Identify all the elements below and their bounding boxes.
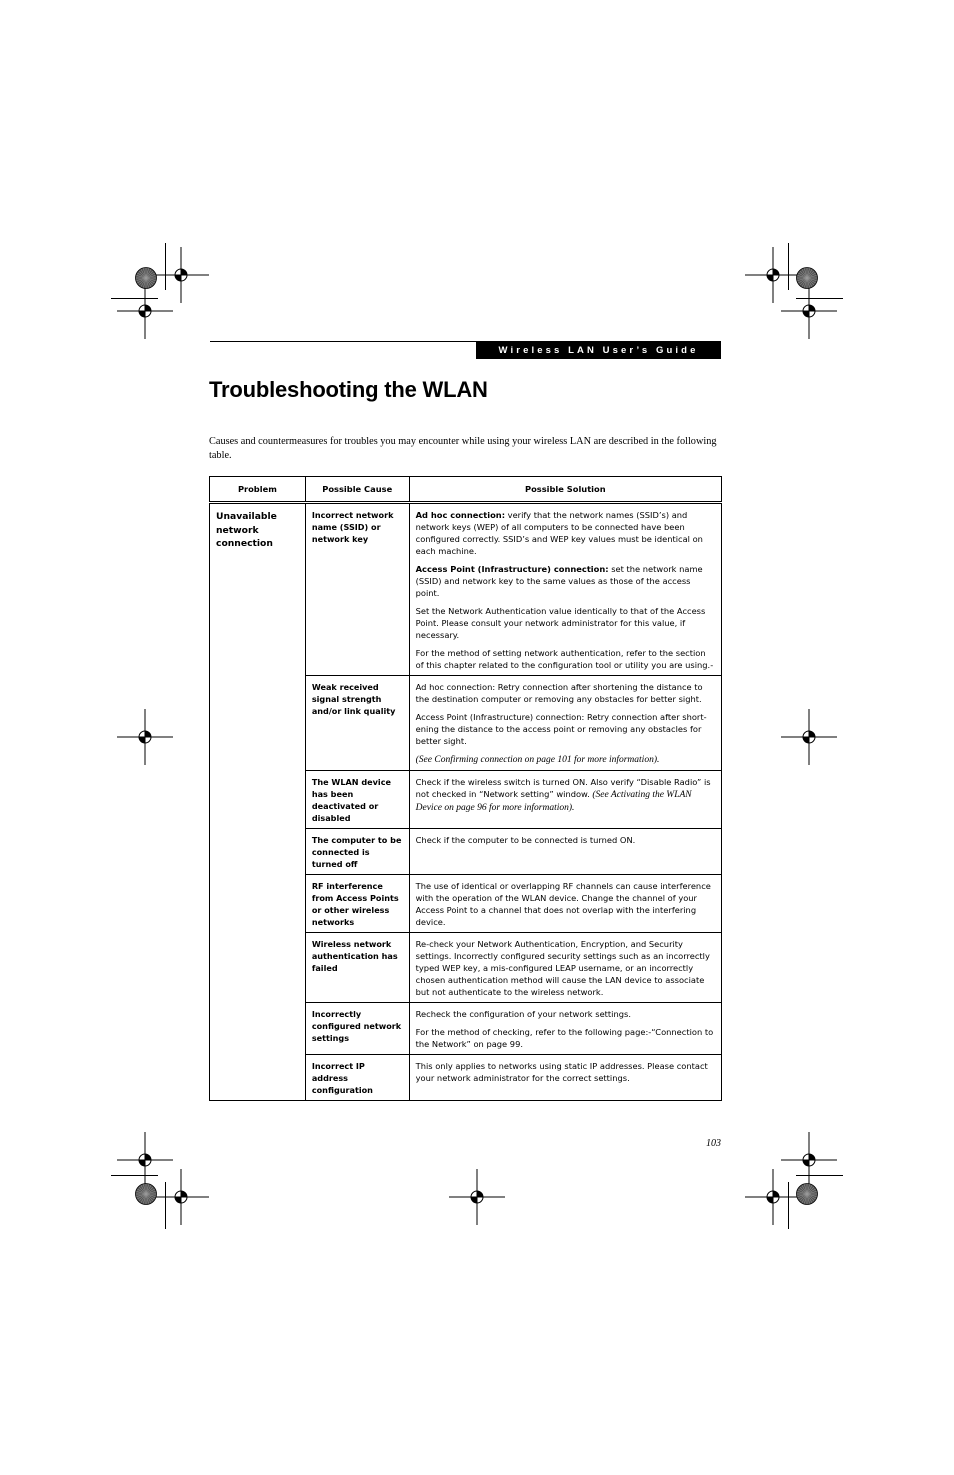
registration-target-icon [115, 1130, 175, 1190]
solution-cell [409, 933, 721, 1003]
solution-cell [409, 1055, 721, 1101]
solution-text: For the method of checking, refer to the following page:-“Connection to the Network” on page 99. [415, 1027, 714, 1049]
registration-target-icon [115, 281, 175, 341]
solution-cell [409, 829, 721, 875]
solution-lead: Access Point (Infrastructure) connection: [415, 564, 609, 574]
solution-text: set the network name (SSID) and network key to the same values as those of the access point. [415, 564, 703, 598]
solution-reference: (See Confirming connection on page 101 for more information). [415, 755, 660, 765]
solution-paragraph [416, 880, 715, 928]
solution-text: Re-check your Network Authentication, Encryption, and Security settings. Incorrectly configured security settings such as an incorrectly typed WEP key, a mis-configured LEAP username, or an incorrectly chosen authentication method will cause the LAN device to associate but not authenticate to the wireless network. [415, 939, 710, 997]
cause-cell: Incorrect IP address configuration [305, 1055, 409, 1101]
solution-paragraph [416, 681, 715, 705]
solution-paragraph [416, 563, 715, 599]
solution-paragraph [416, 1026, 715, 1050]
cause-cell: Weak received signal strength and/or link quality [305, 676, 409, 771]
solution-text: Check if the computer to be connected is turned ON. [415, 835, 636, 845]
solution-cell [409, 875, 721, 933]
registration-target-icon [115, 707, 175, 767]
solution-paragraph [416, 938, 715, 998]
solution-paragraph [416, 605, 715, 641]
solution-text: Set the Network Authentication value identically to that of the Access Point. Please consult your network administrator for this value, if necessary. [415, 606, 706, 640]
solution-paragraph [416, 711, 715, 747]
table-header-row [210, 477, 722, 503]
solution-text: This only applies to networks using static IP addresses. Please contact your network administrator for the correct settings. [415, 1061, 708, 1083]
solution-paragraph [416, 834, 715, 846]
solution-cell [409, 771, 721, 829]
solution-paragraph [416, 1008, 715, 1020]
registration-target-icon [779, 281, 839, 341]
solution-paragraph [416, 509, 715, 557]
header-banner: Wireless LAN User’s Guide [476, 342, 721, 359]
solution-text: Check if the wireless switch is turned ON. Also verify “Disable Radio” is not checked in “Network setting” window. [415, 777, 711, 799]
cause-cell: The computer to be connected is turned off [305, 829, 409, 875]
registration-target-icon [779, 1130, 839, 1190]
column-header-problem: Problem [210, 477, 306, 503]
intro-paragraph: Causes and countermeasures for troubles you may encounter while using your wireless LAN are described in the following table. [209, 436, 717, 461]
solution-text: For the method of setting network authentication, refer to the section of this chapter related to the configuration tool or utility you are using.- [415, 648, 714, 670]
solution-text: Ad hoc connection: Retry connection after shortening the distance to the destination computer or removing any obstacles for better sight. [415, 682, 703, 704]
troubleshooting-table [209, 476, 722, 1101]
solution-paragraph [416, 753, 715, 766]
solution-cell [409, 676, 721, 771]
solution-text: The use of identical or overlapping RF channels can cause interference with the operation of the WLAN device. Change the channel of your Access Point to a channel that does not overlap with the interfering device. [415, 881, 711, 927]
solution-text: Recheck the configuration of your network settings. [415, 1009, 631, 1019]
color-target-icon [795, 1182, 819, 1206]
problem-cell: Unavailable network connection [210, 503, 306, 1101]
solution-paragraph [416, 776, 715, 814]
solution-reference: (See Activating the WLAN Device on page 96 for more information). [415, 790, 692, 813]
cause-cell: Incorrect network name (SSID) or network key [305, 503, 409, 676]
page-number: 103 [706, 1138, 721, 1149]
solution-text: Access Point (Infrastructure) connection: Retry connection after short-ening the distance to the access point or removing any obstacles for better sight. [415, 712, 707, 746]
registration-target-icon [779, 707, 839, 767]
color-target-icon [795, 266, 819, 290]
color-target-icon [134, 266, 158, 290]
cause-cell: RF interference from Access Points or other wireless networks [305, 875, 409, 933]
solution-lead: Ad hoc connection: [415, 510, 506, 520]
solution-text: verify that the network names (SSID’s) and network keys (WEP) of all computers to be connected have been configured correctly. SSID’s and WEP key values must be identical on each machine. [415, 510, 703, 556]
color-target-icon [134, 1182, 158, 1206]
solution-cell [409, 503, 721, 676]
table-row [210, 503, 722, 676]
solution-paragraph [416, 647, 715, 671]
registration-target-icon [447, 1167, 507, 1227]
solution-cell [409, 1003, 721, 1055]
column-header-solution: Possible Solution [409, 477, 721, 503]
solution-paragraph [416, 1060, 715, 1084]
page-title: Troubleshooting the WLAN [209, 377, 488, 402]
cause-cell: The WLAN device has been deactivated or disabled [305, 771, 409, 829]
cause-cell: Wireless network authentication has failed [305, 933, 409, 1003]
column-header-cause: Possible Cause [305, 477, 409, 503]
cause-cell: Incorrectly configured network settings [305, 1003, 409, 1055]
